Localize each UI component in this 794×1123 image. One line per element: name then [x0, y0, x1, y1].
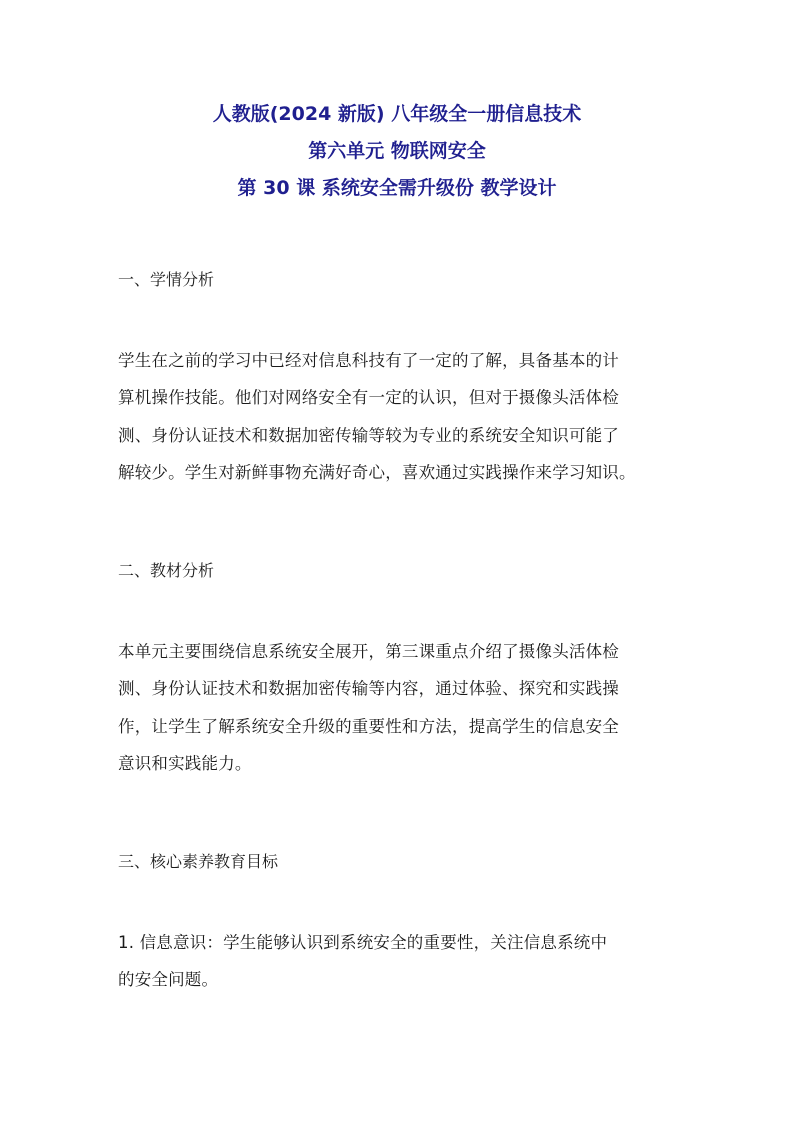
- paragraph-line: 意识和实践能力。: [118, 753, 252, 773]
- title-unit: 第六单元 物联网安全: [308, 140, 486, 162]
- paragraph-line: 测、身份认证技术和数据加密传输等较为专业的系统安全知识可能了: [118, 425, 619, 445]
- paragraph-core-objectives: [118, 924, 684, 999]
- paragraph-line: 学生在之前的学习中已经对信息科技有了一定的了解，具备基本的计: [118, 351, 619, 370]
- title-textbook: 人教版(2024 新版) 八年级全一册信息技术: [212, 103, 582, 125]
- section-heading-student-analysis: 一、学情分析: [118, 270, 215, 289]
- paragraph-line: 解较少。学生对新鲜事物充满好奇心，喜欢通过实践操作来学习知识。: [118, 462, 636, 482]
- paragraph-textbook-analysis: [118, 633, 684, 782]
- document-title-block: [0, 104, 794, 198]
- title-lesson: 第 30 课 系统安全需升级份 教学设计: [237, 177, 557, 199]
- paragraph-line: 本单元主要围绕信息系统安全展开，第三课重点介绍了摄像头活体检: [118, 642, 619, 661]
- paragraph-line: 测、身份认证技术和数据加密传输等内容，通过体验、探究和实践操: [118, 679, 619, 699]
- paragraph-line: 算机操作技能。他们对网络安全有一定的认识，但对于摄像头活体检: [118, 388, 619, 408]
- paragraph-student-analysis: [118, 342, 684, 491]
- paragraph-line: 的安全问题。: [118, 970, 219, 990]
- paragraph-line: 1. 信息意识：学生能够认识到系统安全的重要性，关注信息系统中: [118, 933, 608, 952]
- section-heading-core-objectives: 三、核心素养教育目标: [118, 852, 279, 871]
- paragraph-line: 作，让学生了解系统安全升级的重要性和方法，提高学生的信息安全: [118, 716, 619, 736]
- section-heading-textbook-analysis: 二、教材分析: [118, 561, 215, 580]
